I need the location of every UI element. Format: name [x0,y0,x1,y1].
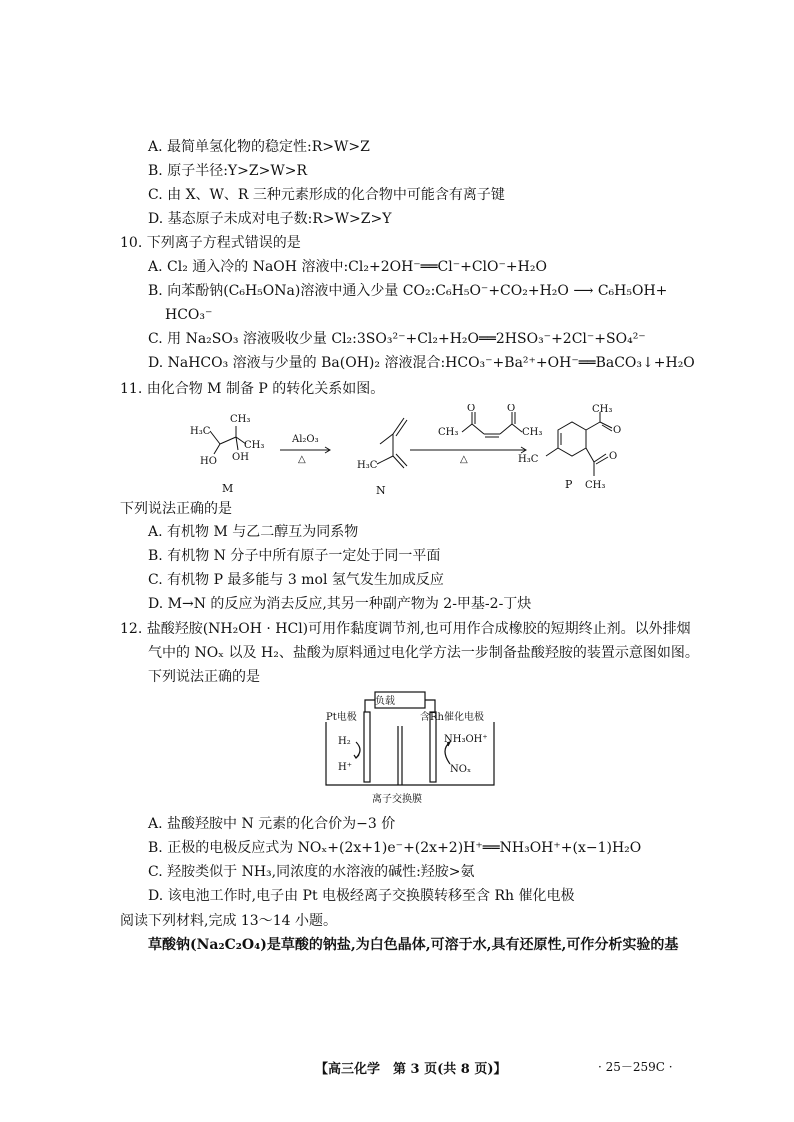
membrane-label: 离子交换膜 [372,794,422,805]
n-ch3: H₃C [357,460,378,471]
q11-option-a: A. 有机物 M 与乙二醇互为同系物 [148,524,359,540]
h2-label: H₂ [338,736,351,747]
q9-option-b: B. 原子半径:Y>Z>W>R [148,163,307,179]
q11-prompt: 下列说法正确的是 [120,501,232,517]
reagent-ch3-right: CH₃ [522,427,543,438]
p-ch3-top: CH₃ [592,404,613,415]
hplus-label: H⁺ [338,762,352,773]
material-text: 草酸钠(Na₂C₂O₄)是草酸的钠盐,为白色晶体,可溶于水,具有还原性,可作分析实验的基 [148,937,679,953]
m-ch3-left: H₃C [190,426,211,437]
p-h3c: H₃C [518,454,539,465]
q12-prompt: 下列说法正确的是 [148,669,260,685]
q9-option-a: A. 最简单氢化物的稳定性:R>W>Z [148,139,370,155]
pt-electrode-label: Pt电极 [326,712,357,723]
q11-stem: 11. 由化合物 M 制备 P 的转化关系如图。 [120,381,385,397]
reagent-o-left: O [467,404,476,414]
p-o-top: O [613,425,622,436]
q10-option-d: D. NaHCO₃ 溶液与少量的 Ba(OH)₂ 溶液混合:HCO₃⁻+Ba²⁺+OH⁻══BaCO₃↓+H₂O [148,355,695,371]
q10-option-b-cont: HCO₃⁻ [165,307,213,323]
q11-option-b: B. 有机物 N 分子中所有原子一定处于同一平面 [148,548,441,564]
load-label: 负载 [375,696,395,707]
reagent-ch3-left: CH₃ [438,427,459,438]
q10-option-a: A. Cl₂ 通入冷的 NaOH 溶液中:Cl₂+2OH⁻══Cl⁻+ClO⁻+H₂O [148,259,547,275]
reagent-al2o3: Al₂O₃ [292,434,319,445]
label-n: N [376,484,386,496]
m-ch3-right: CH₃ [244,440,265,451]
q12-option-d: D. 该电池工作时,电子由 Pt 电极经离子交换膜转移至含 Rh 催化电极 [148,888,575,904]
q9-option-c: C. 由 X、W、R 三种元素形成的化合物中可能含有离子键 [148,187,505,203]
m-ch3-top: CH₃ [230,414,251,425]
rh-electrode-label: 含Rh催化电极 [420,712,484,723]
q10-option-c: C. 用 Na₂SO₃ 溶液吸收少量 Cl₂:3SO₃²⁻+Cl₂+H₂O══2HSO₃⁻+2Cl⁻+SO₄²⁻ [148,331,646,347]
q12-option-a: A. 盐酸羟胺中 N 元素的化合价为−3 价 [148,816,396,832]
q12-cell-diagram [320,690,500,808]
q12-stem-line2: 气中的 NOₓ 以及 H₂、盐酸为原料通过电化学方法一步制备盐酸羟胺的装置示意图如图。 [148,645,699,661]
q10-stem: 10. 下列离子方程式错误的是 [120,235,301,251]
q11-option-d: D. M→N 的反应为消去反应,其另一种副产物为 2-甲基-2-丁炔 [148,596,532,612]
q11-reaction-scheme [180,404,660,496]
paper-code: · 25－259C · [598,1060,673,1074]
p-o-bottom: O [609,451,618,462]
page-footer: 【高三化学 第 3 页(共 8 页)】 [315,1062,507,1077]
nox-label: NOₓ [450,764,472,775]
m-oh: OH [232,452,249,463]
reading-instruction: 阅读下列材料,完成 13～14 小题。 [120,913,337,929]
q12-option-b: B. 正极的电极反应式为 NOₓ+(2x+1)e⁻+(2x+2)H⁺══NH₃OH⁺+(x−1)H₂O [148,840,642,856]
q10-option-b: B. 向苯酚钠(C₆H₅ONa)溶液中通入少量 CO₂:C₆H₅O⁻+CO₂+H₂O ⟶ C₆H₅OH+ [148,283,668,299]
m-ho: HO [200,456,217,467]
heat-1: △ [298,454,306,465]
label-p: P [565,478,573,491]
p-ch3-bottom: CH₃ [585,480,606,491]
q12-stem-line1: 12. 盐酸羟胺(NH₂OH · HCl)可用作黏度调节剂,也可用作合成橡胶的短期终止剂。以外排烟 [120,621,691,637]
label-m: M [222,482,234,495]
q11-option-c: C. 有机物 P 最多能与 3 mol 氢气发生加成反应 [148,572,444,588]
reagent-o-right: O [507,404,516,414]
q9-option-d: D. 基态原子未成对电子数:R>W>Z>Y [148,211,392,227]
heat-2: △ [460,454,468,465]
nh3oh-label: NH₃OH⁺ [444,734,488,745]
q12-option-c: C. 羟胺类似于 NH₃,同浓度的水溶液的碱性:羟胺>氨 [148,864,475,880]
